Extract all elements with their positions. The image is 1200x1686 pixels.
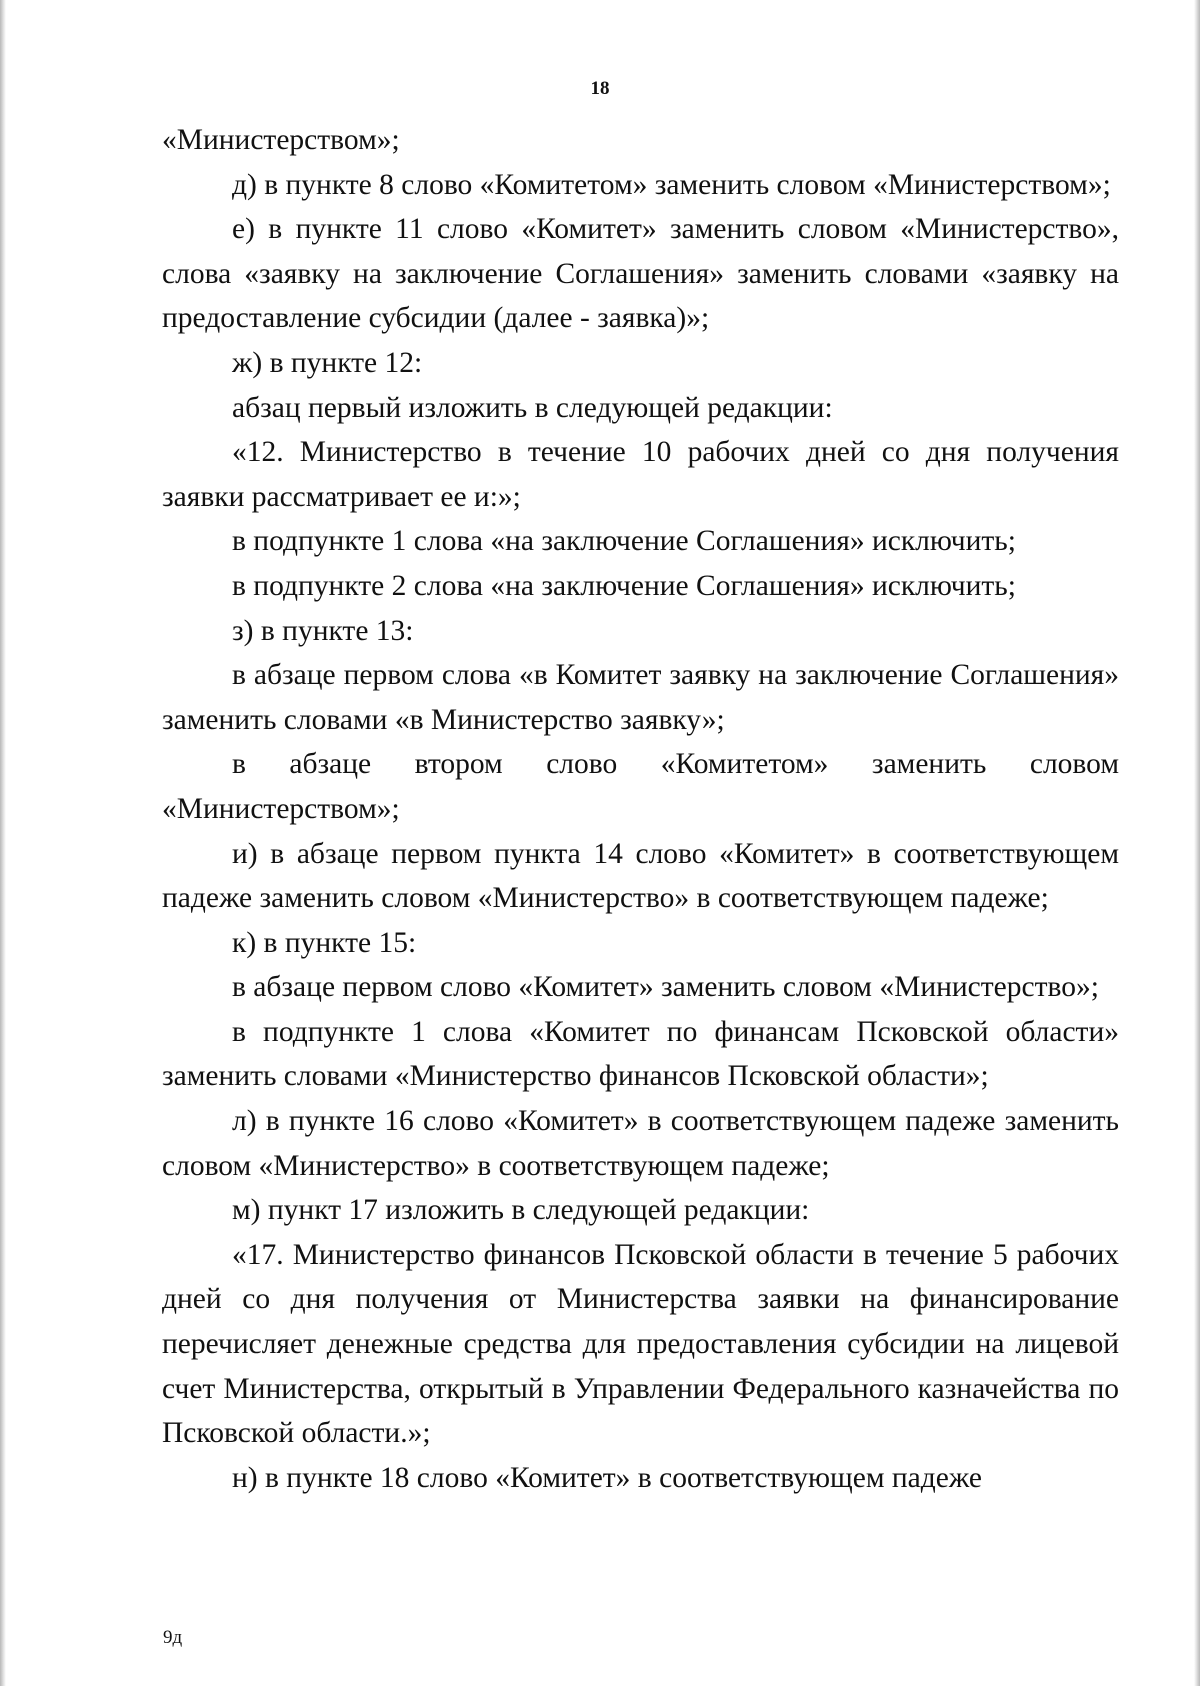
footer-code: 9д <box>163 1627 183 1648</box>
paragraph-16: м) пункт 17 изложить в следующей редакции: <box>232 1194 810 1227</box>
paragraph-10: в абзаце втором слово «Комитетом» заменить словом «Министерством»; <box>162 748 1119 825</box>
paragraph-18: н) в пункте 18 слово «Комитет» в соответствующем падеже <box>232 1461 982 1494</box>
paragraph-8: з) в пункте 13: <box>232 614 414 647</box>
paragraph-5: «12. Министерство в течение 10 рабочих дней со дня получения заявки рассматривает ее и:»; <box>162 436 1119 513</box>
paragraph-13: в абзаце первом слово «Комитет» заменить словом «Министерство»; <box>232 971 1099 1004</box>
paragraph-3: ж) в пункте 12: <box>232 346 423 379</box>
paragraph-17: «17. Министерство финансов Псковской области в течение 5 рабочих дней со дня получения от Министерства заявки на финансирование перечисляет денежные средства для предоставления субсидии на лицевой счет Министерства, открытый в Управлении Федерального казначейства по Псковской области.»; <box>162 1238 1119 1450</box>
paragraph-12: к) в пункте 15: <box>232 926 417 959</box>
paragraph-9: в абзаце первом слова «в Комитет заявку на заключение Соглашения» заменить словами «в Министерство заявку»; <box>162 659 1119 736</box>
scan-edge-right <box>1194 0 1200 1686</box>
paragraph-2: е) в пункте 11 слово «Комитет» заменить словом «Министерство», слова «заявку на заключение Соглашения» заменить словами «заявку на предоставление субсидии (далее - заявка)»; <box>162 213 1119 335</box>
paragraph-6: в подпункте 1 слова «на заключение Соглашения» исключить; <box>232 525 1016 558</box>
paragraph-4: абзац первый изложить в следующей редакции: <box>232 391 833 424</box>
page-number: 18 <box>590 78 610 99</box>
paragraph-11: и) в абзаце первом пункта 14 слово «Комитет» в соответствующем падеже заменить словом «Министерство» в соответствующем падеже; <box>162 837 1119 915</box>
paragraph-15: л) в пункте 16 слово «Комитет» в соответствующем падеже заменить словом «Министерство» в соответствующем падеже; <box>162 1105 1119 1182</box>
scan-edge-left <box>0 0 6 1686</box>
paragraph-0: «Министерством»; <box>162 124 400 156</box>
paragraph-1: д) в пункте 8 слово «Комитетом» заменить словом «Министерством»; <box>232 168 1111 201</box>
paragraph-14: в подпункте 1 слова «Комитет по финансам Псковской области» заменить словами «Министерство финансов Псковской области»; <box>162 1015 1119 1093</box>
paragraph-7: в подпункте 2 слова «на заключение Соглашения» исключить; <box>232 569 1016 602</box>
body-text <box>162 118 1119 1500</box>
